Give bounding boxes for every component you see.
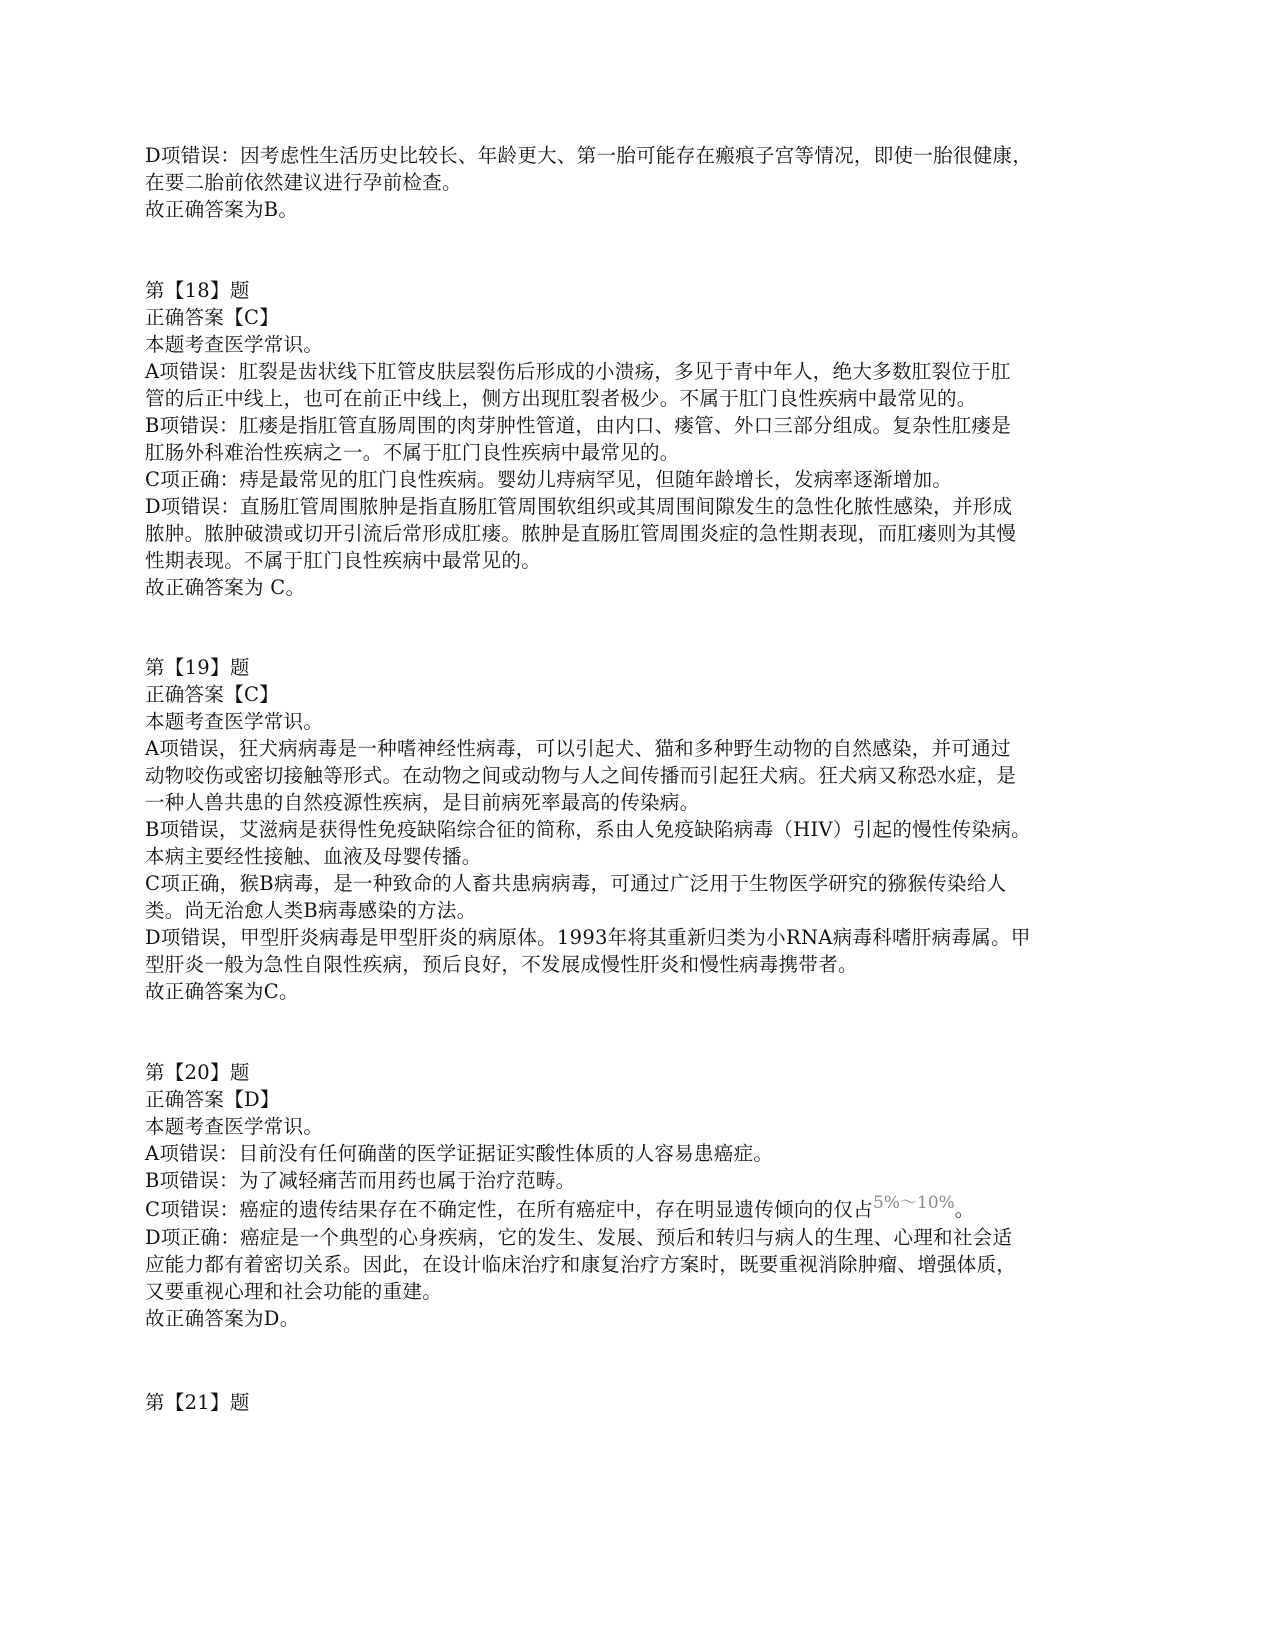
q17-tail-section [145,142,1085,223]
question-title: 第【19】题 [145,656,250,679]
question-19-section [145,654,1085,1005]
explanation-line: 本题考查医学常识。 [145,710,324,733]
explanation-line: B项错误：为了减轻痛苦而用药也属于治疗范畴。 [145,1169,576,1192]
explanation-line: 性期表现。不属于肛门良性疾病中最常见的。 [145,549,542,572]
explanation-line: D项正确：癌症是一个典型的心身疾病，它的发生、发展、预后和转归与病人的生理、心理和社会适 [145,1226,1013,1249]
explanation-line: 脓肿。脓肿破溃或切开引流后常形成肛瘘。脓肿是直肠肛管周围炎症的急性期表现，而肛瘘则为其慢 [145,522,1017,545]
explanation-line: A项错误，狂犬病病毒是一种嗜神经性病毒，可以引起犬、猫和多种野生动物的自然感染，并可通过 [145,737,1011,760]
question-20-section [145,1059,1085,1332]
correct-answer: 正确答案【C】 [145,306,280,329]
explanation-line: 应能力都有着密切关系。因此，在设计临床治疗和康复治疗方案时，既要重视消除肿瘤、增强体质， [145,1253,1017,1276]
explanation-line: 类。尚无治愈人类B病毒感染的方法。 [145,899,477,922]
conclusion-line: 故正确答案为C。 [145,980,299,1003]
correct-answer: 正确答案【D】 [145,1088,280,1111]
explanation-line: D项错误，甲型肝炎病毒是甲型肝炎的病原体。1993年将其重新归类为小RNA病毒科嗜肝病毒属。甲 [145,926,1031,949]
c-line-end: 。 [954,1198,975,1221]
explanation-line: 一种人兽共患的自然疫源性疾病，是目前病死率最高的传染病。 [145,791,700,814]
explanation-line: 型肝炎一般为急性自限性疾病，预后良好，不发展成慢性肝炎和慢性病毒携带者。 [145,953,858,976]
explanation-line: 本题考查医学常识。 [145,1115,324,1138]
explanation-line: D项错误：因考虑性生活历史比较长、年龄更大、第一胎可能存在瘢痕子宫等情况，即使一胎很健康， [145,144,1033,167]
explanation-line: 本题考查医学常识。 [145,333,324,356]
question-title: 第【18】题 [145,279,250,302]
explanation-line: 又要重视心理和社会功能的重建。 [145,1280,443,1303]
explanation-line: C项正确：痔是最常见的肛门良性疾病。婴幼儿痔病罕见，但随年龄增长，发病率逐渐增加。 [145,468,953,491]
explanation-line: B项错误，艾滋病是获得性免疫缺陷综合征的简称，系由人免疫缺陷病毒（HIV）引起的慢性传染病。 [145,818,1031,841]
explanation-line: A项错误：肛裂是齿状线下肛管皮肤层裂伤后形成的小溃疡，多见于青中年人，绝大多数肛裂位于肛 [145,360,1011,383]
explanation-line: 管的后正中线上，也可在前正中线上，侧方出现肛裂者极少。不属于肛门良性疾病中最常见的。 [145,387,977,410]
question-18-section [145,277,1085,601]
explanation-line: 肛肠外科难治性疾病之一。不属于肛门良性疾病中最常见的。 [145,441,680,464]
question-21-section [145,1389,1085,1416]
explanation-line: 动物咬伤或密切接触等形式。在动物之间或动物与人之间传播而引起狂犬病。狂犬病又称恐水症，是 [145,764,1017,787]
conclusion-line: 故正确答案为D。 [145,1307,300,1330]
question-title: 第【21】题 [145,1391,250,1414]
explanation-line: D项错误：直肠肛管周围脓肿是指直肠肛管周围软组织或其周围间隙发生的急性化脓性感染，并形成 [145,495,1013,518]
explanation-line-c [145,1194,1085,1224]
explanation-line: A项错误：目前没有任何确凿的医学证据证实酸性体质的人容易患癌症。 [145,1142,774,1165]
explanation-line: C项正确，猴B病毒，是一种致命的人畜共患病病毒，可通过广泛用于生物医学研究的猕猴传染给人 [145,872,1007,895]
c-line-text: C项错误：癌症的遗传结果存在不确定性，在所有癌症中，存在明显遗传倾向的仅占 [145,1198,874,1221]
percent-range: 5%～10% [873,1193,955,1213]
explanation-line: B项错误：肛瘘是指肛管直肠周围的肉芽肿性管道，由内口、瘘管、外口三部分组成。复杂性肛瘘是 [145,414,1012,437]
explanation-line: 在要二胎前依然建议进行孕前检查。 [145,171,462,194]
correct-answer: 正确答案【C】 [145,683,280,706]
conclusion-line: 故正确答案为B。 [145,198,299,221]
conclusion-line: 故正确答案为 C。 [145,576,306,599]
explanation-line: 本病主要经性接触、血液及母婴传播。 [145,845,482,868]
question-title: 第【20】题 [145,1061,250,1084]
